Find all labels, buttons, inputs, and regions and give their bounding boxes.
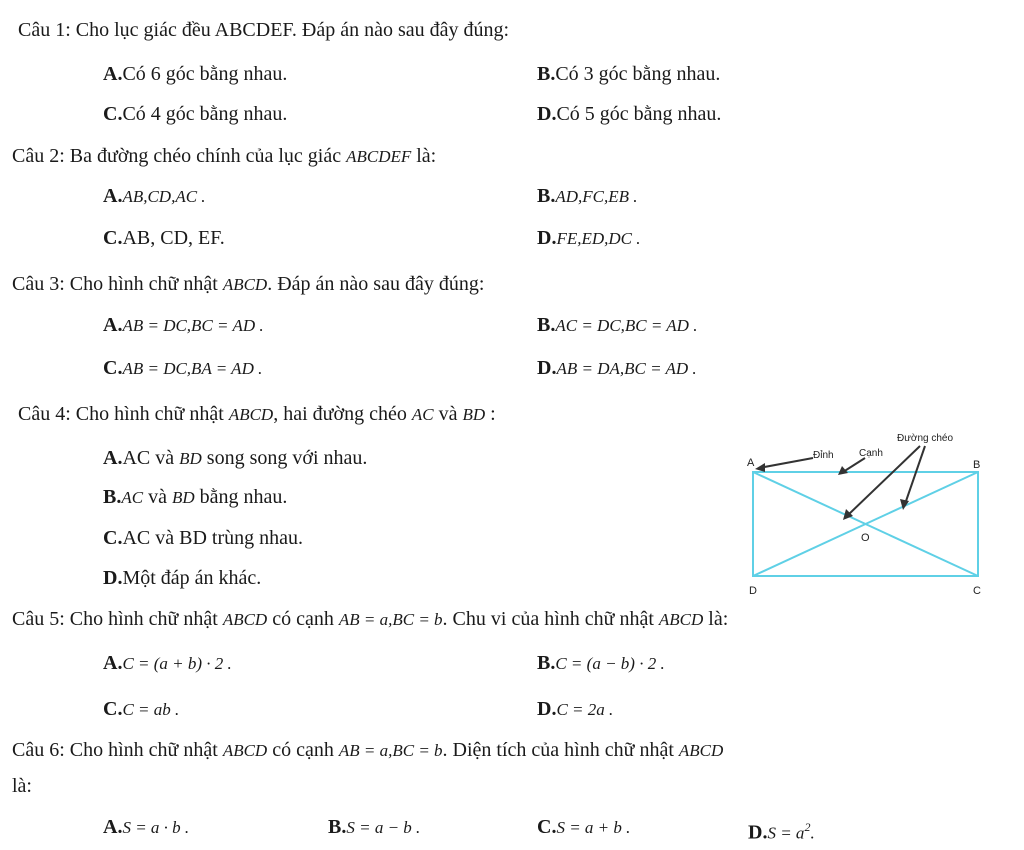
stem-text: : bbox=[490, 403, 496, 425]
option-letter: D. bbox=[103, 567, 123, 589]
option-letter: C. bbox=[103, 698, 123, 720]
option-math: C = ab . bbox=[122, 700, 180, 719]
stem-text: là: bbox=[416, 145, 437, 167]
option-letter: A. bbox=[103, 447, 123, 469]
q5-option-b bbox=[537, 651, 665, 676]
q1-option-b bbox=[537, 62, 720, 86]
option-math: AC = DC,BC = AD . bbox=[555, 316, 698, 335]
option-math: S = a − b . bbox=[346, 818, 421, 837]
option-math: AB,CD,AC . bbox=[122, 187, 206, 206]
option-text: bằng nhau. bbox=[199, 486, 288, 508]
q1-option-c bbox=[103, 102, 287, 126]
option-math: AB = DC,BC = AD . bbox=[122, 316, 264, 335]
q3-option-d bbox=[537, 356, 697, 381]
stem-math: AC bbox=[411, 405, 434, 424]
q5-option-d bbox=[537, 697, 613, 722]
option-letter: A. bbox=[103, 314, 123, 336]
vertex-a-label: A bbox=[747, 457, 755, 469]
q3-option-b bbox=[537, 313, 697, 338]
q1-option-a bbox=[103, 62, 287, 86]
q1-option-d bbox=[537, 102, 721, 126]
stem-text: có cạnh bbox=[272, 608, 334, 630]
option-text: AC và BD trùng nhau. bbox=[122, 527, 303, 549]
center-o-label: O bbox=[861, 532, 870, 544]
option-exponent: 2 bbox=[804, 820, 811, 834]
option-math: AB = DC,BA = AD . bbox=[122, 359, 263, 378]
stem-math: ABCD bbox=[222, 275, 268, 294]
q3-option-a bbox=[103, 313, 264, 338]
option-letter: D. bbox=[537, 103, 557, 125]
option-text: AC và bbox=[122, 447, 175, 469]
q2-option-b bbox=[537, 184, 638, 209]
rectangle-diagram bbox=[735, 428, 1010, 598]
stem-math: BD bbox=[462, 405, 486, 424]
arrow-vertex bbox=[759, 458, 813, 468]
option-letter: C. bbox=[103, 357, 123, 379]
stem-math: ABCD bbox=[228, 405, 274, 424]
option-letter: A. bbox=[103, 652, 123, 674]
vertex-d-label: D bbox=[749, 585, 757, 597]
option-text: Một đáp án khác. bbox=[122, 567, 262, 589]
q6-option-c bbox=[537, 815, 630, 840]
label-edge: Cạnh bbox=[859, 448, 883, 459]
stem-math: ABCD bbox=[658, 610, 704, 629]
stem-math: AB = a,BC = b bbox=[338, 741, 443, 760]
option-math: BD bbox=[171, 488, 195, 507]
stem-text: . Chu vi của hình chữ nhật bbox=[442, 608, 654, 630]
q2-option-c bbox=[103, 226, 225, 250]
option-math: S = a · b . bbox=[122, 818, 190, 837]
q4-option-b bbox=[103, 485, 287, 510]
option-text: Có 6 góc bằng nhau. bbox=[122, 63, 288, 85]
stem-math: ABCD bbox=[222, 610, 268, 629]
vertex-b-label: B bbox=[973, 459, 981, 471]
question-2-stem bbox=[12, 144, 436, 169]
option-math: C = (a + b) · 2 . bbox=[122, 654, 232, 673]
stem-text: Câu 5: Cho hình chữ nhật bbox=[12, 608, 218, 630]
stem-text: Câu 2: Ba đường chéo chính của lục giác bbox=[12, 145, 342, 167]
question-5-stem bbox=[12, 607, 728, 632]
option-letter: B. bbox=[537, 185, 556, 207]
vertex-c-label: C bbox=[973, 585, 981, 597]
stem-text: , hai đường chéo bbox=[273, 403, 407, 425]
question-1-stem: Câu 1: Cho lục giác đều ABCDEF. Đáp án nào sau đây đúng: bbox=[18, 19, 510, 41]
stem-math: AB = a,BC = b bbox=[338, 610, 443, 629]
stem-math: ABCDEF bbox=[346, 147, 412, 166]
option-letter: D. bbox=[537, 227, 557, 249]
arrow-diagonal-2 bbox=[905, 446, 925, 504]
option-math: C = 2a . bbox=[556, 700, 614, 719]
stem-text: có cạnh bbox=[272, 739, 334, 761]
option-math: AD,FC,EB . bbox=[555, 187, 638, 206]
q3-option-c bbox=[103, 356, 262, 381]
q5-option-a bbox=[103, 651, 232, 676]
q2-option-d bbox=[537, 226, 641, 251]
option-math: C = (a − b) · 2 . bbox=[555, 654, 665, 673]
q4-option-a bbox=[103, 446, 367, 471]
option-text: AB, CD, EF. bbox=[122, 227, 225, 249]
option-letter: B. bbox=[103, 486, 122, 508]
stem-text: là: bbox=[708, 608, 729, 630]
stem-math: ABCD bbox=[678, 741, 724, 760]
option-letter: D. bbox=[537, 698, 557, 720]
option-letter: B. bbox=[537, 63, 556, 85]
option-text: Có 4 góc bằng nhau. bbox=[122, 103, 288, 125]
q6-option-b bbox=[328, 815, 420, 840]
stem-text: và bbox=[438, 403, 458, 425]
option-text: Có 3 góc bằng nhau. bbox=[555, 63, 721, 85]
option-math: S = a bbox=[767, 823, 805, 843]
option-letter: C. bbox=[103, 527, 123, 549]
option-letter: B. bbox=[328, 816, 347, 838]
option-letter: C. bbox=[103, 103, 123, 125]
option-math: S = a + b . bbox=[556, 818, 631, 837]
option-math: AC bbox=[121, 488, 144, 507]
q4-option-c bbox=[103, 526, 303, 550]
q6-option-d bbox=[748, 815, 815, 846]
q4-option-d bbox=[103, 566, 261, 590]
label-diagonal: Đường chéo bbox=[897, 433, 954, 444]
question-4-stem bbox=[18, 402, 496, 427]
stem-math: ABCD bbox=[222, 741, 268, 760]
option-text: Có 5 góc bằng nhau. bbox=[556, 103, 722, 125]
stem-text: Câu 4: Cho hình chữ nhật bbox=[18, 403, 224, 425]
label-vertex: Đỉnh bbox=[813, 450, 834, 461]
option-math: . bbox=[810, 823, 815, 843]
option-text: song song với nhau. bbox=[206, 447, 368, 469]
option-letter: A. bbox=[103, 63, 123, 85]
option-letter: C. bbox=[537, 816, 557, 838]
stem-text: Câu 3: Cho hình chữ nhật bbox=[12, 273, 218, 295]
option-letter: A. bbox=[103, 185, 123, 207]
option-math: BD bbox=[179, 449, 202, 468]
arrow-edge bbox=[843, 458, 865, 472]
q5-option-c bbox=[103, 697, 179, 722]
question-6-stem bbox=[12, 738, 723, 763]
option-math: AB = DA,BC = AD . bbox=[556, 359, 697, 378]
option-math: FE,ED,DC . bbox=[556, 229, 641, 248]
option-letter: D. bbox=[537, 357, 557, 379]
option-letter: C. bbox=[103, 227, 123, 249]
option-letter: B. bbox=[537, 652, 556, 674]
stem-text: . Diện tích của hình chữ nhật bbox=[442, 739, 674, 761]
option-letter: B. bbox=[537, 314, 556, 336]
arrowhead-vertex bbox=[755, 463, 765, 472]
q6-option-a bbox=[103, 815, 189, 840]
option-letter: D. bbox=[748, 821, 768, 844]
question-3-stem bbox=[12, 272, 484, 297]
question-6-stem-line-2: là: bbox=[12, 775, 32, 797]
option-letter: A. bbox=[103, 816, 123, 838]
option-text: và bbox=[148, 486, 167, 508]
q2-option-a bbox=[103, 184, 206, 209]
stem-text: . Đáp án nào sau đây đúng: bbox=[267, 273, 485, 295]
stem-text: Câu 6: Cho hình chữ nhật bbox=[12, 739, 218, 761]
